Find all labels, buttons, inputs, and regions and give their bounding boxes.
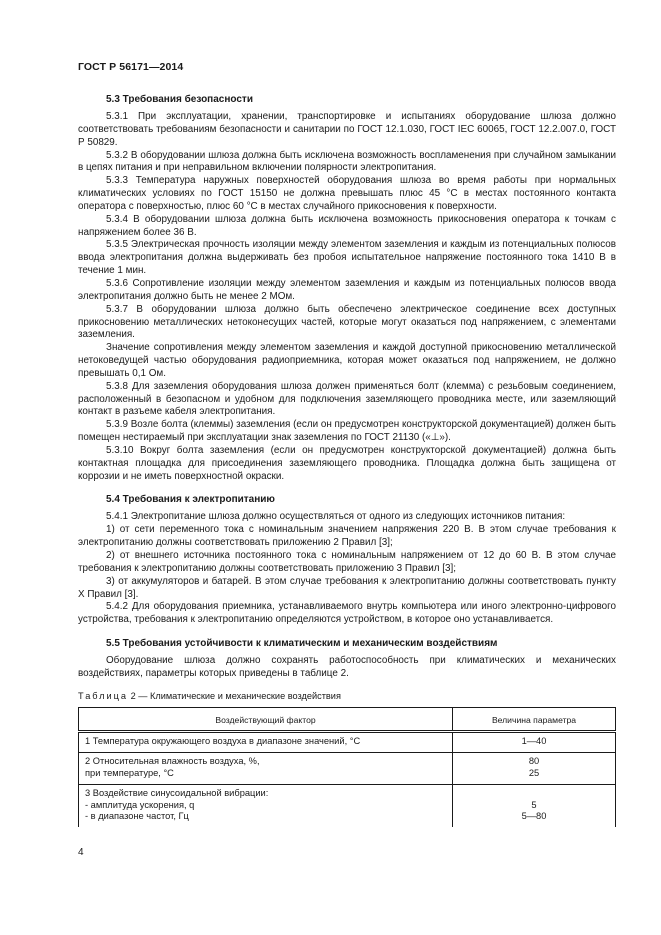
table-row: [79, 753, 616, 785]
cell-line: [459, 788, 609, 800]
cell-line: - амплитуда ускорения, q: [85, 799, 195, 810]
cell-line: при температуре, °С: [85, 767, 174, 778]
list-item-power-dc: 2) от внешнего источника постоянного тока с номинальным напряжением от 12 до 60 В. В этом случае требования к электропитанию должны соответствовать приложению 3 Правил [3];: [78, 550, 616, 574]
page-content: [78, 90, 616, 827]
table-row: [79, 784, 616, 827]
paragraph-5-3-7: 5.3.7 В оборудовании шлюза должно быть обеспечено электрическое соединение всех доступных прикосновению металлических нетоконесущих частей, которые могут оказаться под напряжением, с элементами заземления.: [78, 303, 616, 341]
table-cell-value: [453, 753, 616, 785]
paragraph-5-3-10: 5.3.10 Вокруг болта заземления (если он предусмотрен конструкторской документацией) должна быть контактная площадка для присоединения заземляющего проводника. Площадка должна быть защищена от коррозии и не иметь поверхностной окраски.: [78, 444, 616, 482]
section-heading-5-5: 5.5 Требования устойчивости к климатическим и механическим воздействиям: [106, 638, 498, 650]
table-cell-factor: [79, 732, 453, 753]
paragraph-5-3-8: 5.3.8 Для заземления оборудования шлюза должен применяться болт (клемма) с резьбовым соединением, расположенный в безопасном и удобном для подключения заземляющего проводника месте, или заземляющий контакт в разъеме кабеля электропитания.: [78, 380, 616, 418]
paragraph-5-4-1: 5.4.1 Электропитание шлюза должно осуществляться от одного из следующих источников питания:: [106, 511, 566, 523]
cell-line: 5: [531, 799, 537, 810]
table-cell-factor: [79, 784, 453, 827]
paragraph-5-3-6: 5.3.6 Сопротивление изоляции между элементом заземления и каждым из потенциальных полюсов ввода электропитания должно быть не менее 2 МОм.: [78, 277, 616, 302]
section-heading-5-3: 5.3 Требования безопасности: [106, 94, 253, 105]
impact-table: [78, 707, 616, 828]
cell-line: 80: [528, 756, 540, 767]
list-item-power-battery: 3) от аккумуляторов и батарей. В этом случае требования к электропитанию должны соответствовать пункту X Правил [3].: [78, 575, 616, 600]
paragraph-5-4-2: 5.4.2 Для оборудования приемника, устанавливаемого внутрь компьютера или иного электронно-цифрового устройства, требования к электропитанию определяются устройством, в которое оно устанавливается.: [78, 601, 616, 626]
cell-line: 1—40: [521, 736, 547, 747]
table-header-row: [79, 707, 616, 732]
paragraph-5-5: Оборудование шлюза должно сохранять работоспособность при климатических и механических воздействиях, параметры которых приведены в таблице 2.: [78, 655, 616, 679]
paragraph-5-3-3: 5.3.3 Температура наружных поверхностей оборудования шлюза во время работы при нормальных климатических условиях по ГОСТ 15150 не должна превышать плюс 45 °С в местах постоянного контакта оператора с поверхностью, плюс 60 °С в местах случайного прикосновения к поверхности.: [78, 175, 616, 212]
paragraph-5-3-2: 5.3.2 В оборудовании шлюза должна быть исключена возможность воспламенения при случайном замыкании в цепях питания и при неправильном включении полярности электропитания.: [78, 149, 616, 174]
cell-line: 5—80: [521, 811, 547, 822]
column-header-factor: Воздействующий фактор: [79, 707, 453, 732]
paragraph-5-3-4: 5.3.4 В оборудовании шлюза должна быть исключена возможность прикосновения оператора к точкам с напряжением более 36 В.: [78, 213, 616, 238]
table-caption-text: 2 — Климатические и механические воздействия: [130, 690, 341, 701]
paragraph-5-3-5: 5.3.5 Электрическая прочность изоляции между элементом заземления и каждым из потенциальных полюсов ввода электропитания должна выдерживать без пробоя испытательное напряжение постоянного тока 1410 В в течение 1 мин.: [78, 239, 616, 277]
cell-line: 25: [528, 767, 540, 778]
cell-line: - в диапазоне частот, Гц: [85, 811, 189, 822]
page-number: 4: [78, 847, 84, 858]
paragraph-5-3-7-resistance: Значение сопротивления между элементом заземления и каждой доступной прикосновению металлической нетоковедущей частью оборудования радиоприемника, которая может оказаться под напряжением, не должно превышать 0,1 Ом.: [78, 342, 616, 379]
document-code: ГОСТ Р 56171—2014: [78, 61, 184, 73]
section-heading-5-4: 5.4 Требования к электропитанию: [106, 494, 275, 506]
table-cell-value: [453, 732, 616, 753]
table-caption-label: Таблица: [78, 690, 129, 701]
cell-line: 2 Относительная влажность воздуха, %,: [85, 756, 260, 767]
paragraph-5-3-9: 5.3.9 Возле болта (клеммы) заземления (если он предусмотрен конструкторской документацией) должен быть помещен нестираемый при эксплуатации знак заземления по ГОСТ 21130 («⊥»).: [78, 419, 616, 444]
cell-line: 1 Температура окружающего воздуха в диапазоне значений, °С: [85, 736, 361, 747]
paragraph-5-3-1: 5.3.1 При эксплуатации, хранении, транспортировке и испытаниях оборудование шлюза должно соответствовать требованиям безопасности и санитарии по ГОСТ 12.1.030, ГОСТ IEC 60065, ГОСТ 12.2.007.0, ГОСТ Р 50829.: [78, 111, 616, 148]
cell-line: 3 Воздействие синусоидальной вибрации:: [85, 787, 269, 798]
column-header-value: Величина параметра: [453, 707, 616, 732]
table-cell-value: [453, 784, 616, 827]
list-item-power-ac: 1) от сети переменного тока с номинальным значением напряжения 220 В. В этом случае требования к электропитанию должны соответствовать приложению 2 Правил [3];: [78, 524, 616, 549]
table-cell-factor: [79, 753, 453, 785]
table-caption: [78, 690, 616, 703]
table-row: [79, 732, 616, 753]
